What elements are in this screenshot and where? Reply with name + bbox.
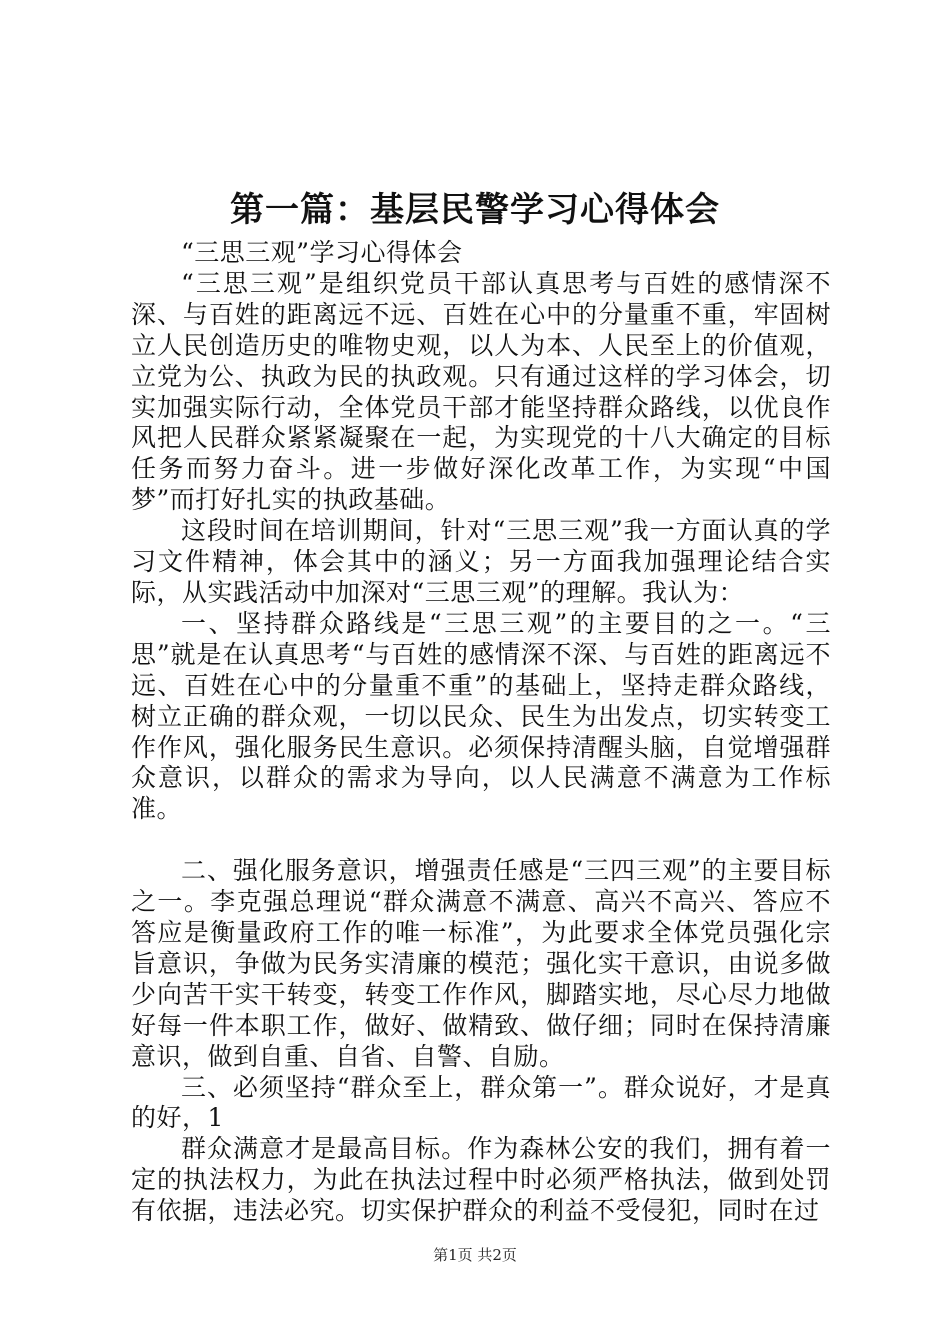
body-paragraph: 二、强化服务意识，增强责任感是“三四三观”的主要目标之一。李克强总理说“群众满意不满意、高兴不高兴、答应不答应是衡量政府工作的唯一标准”，为此要求全体党员强化宗旨意识，争做为民务实清廉的模范；强化实干意识，由说多做少向苦干实干转变，转变工作作风，脚踏实地，尽心尽力地做好每一件本职工作，做好、做精致、做仔细；同时在保持清廉意识，做到自重、自省、自警、自励。 <box>131 856 831 1071</box>
body-paragraph: 群众满意才是最高目标。作为森林公安的我们，拥有着一定的执法权力，为此在执法过程中时必须严格执法，做到处罚有依据，违法必究。切实保护群众的利益不受侵犯，同时在过 <box>131 1134 831 1226</box>
document-title: 第一篇：基层民警学习心得体会 <box>230 190 720 230</box>
subtitle-paragraph: “三思三观”学习心得体会 <box>181 238 463 267</box>
body-paragraph: 这段时间在培训期间，针对“三思三观”我一方面认真的学习文件精神，体会其中的涵义；另一方面我加强理论结合实际，从实践活动中加深对“三思三观”的理解。我认为： <box>131 516 831 607</box>
body-paragraph: 一、坚持群众路线是“三思三观”的主要目的之一。“三思”就是在认真思考“与百姓的感情深不深、与百姓的距离远不远、百姓在心中的分量重不重”的基础上，坚持走群众路线，树立正确的群众观，一切以民众、民生为出发点，切实转变工作作风，强化服务民生意识。必须保持清醒头脑，自觉增强群众意识，以群众的需求为导向，以人民满意不满意为工作标准。 <box>131 608 831 824</box>
page-footer: 第1页 共2页 <box>433 1246 517 1264</box>
body-paragraph: 三、必须坚持“群众至上，群众第一”。群众说好，才是真的好，1 <box>131 1072 831 1133</box>
document-body <box>131 238 831 1227</box>
body-paragraph: “三思三观”是组织党员干部认真思考与百姓的感情深不深、与百姓的距离远不远、百姓在心中的分量重不重，牢固树立人民创造历史的唯物史观，以人为本、人民至上的价值观，立党为公、执政为民的执政观。只有通过这样的学习体会，切实加强实际行动，全体党员干部才能坚持群众路线，以优良作风把人民群众紧紧凝聚在一起，为实现党的十八大确定的目标任务而努力奋斗。进一步做好深化改革工作，为实现“中国梦”而打好扎实的执政基础。 <box>131 268 831 515</box>
